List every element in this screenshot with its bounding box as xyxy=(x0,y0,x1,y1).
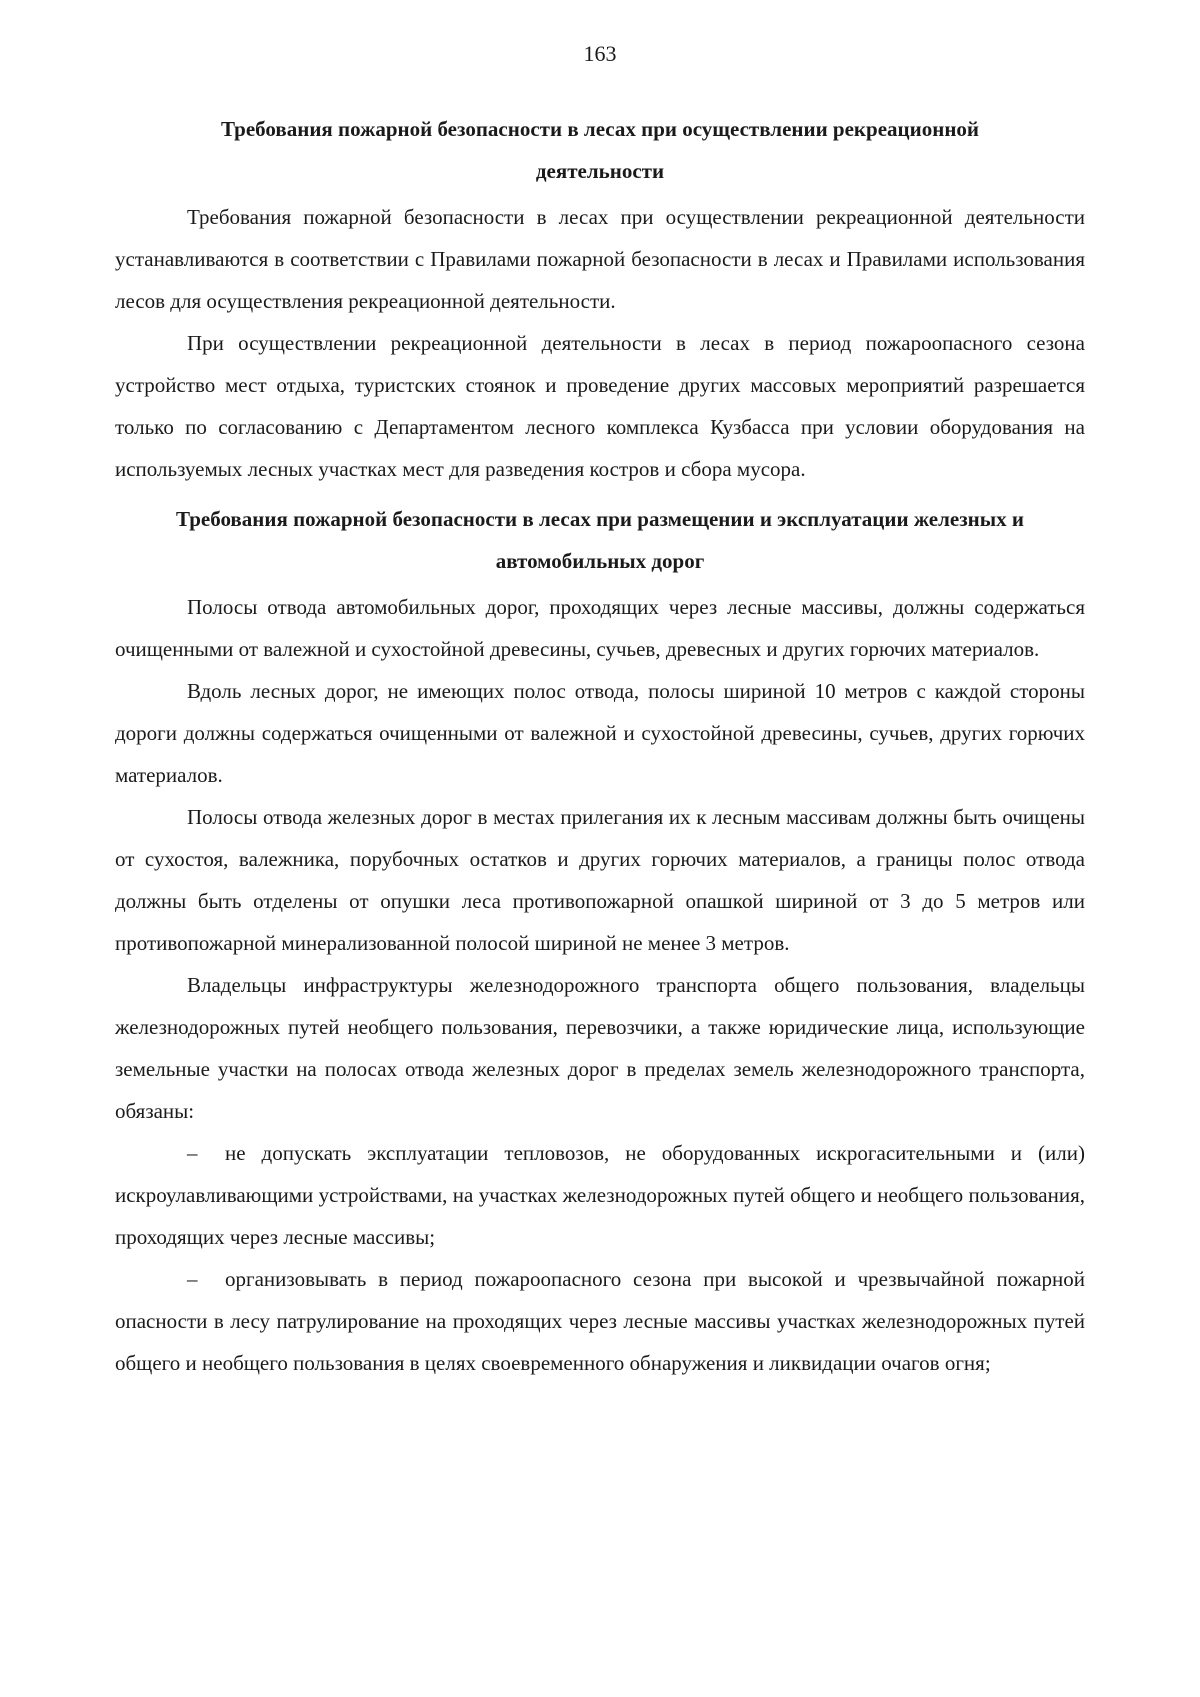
section-heading-roads: Требования пожарной безопасности в лесах при размещении и эксплуатации железных и автомобильных дорог xyxy=(176,507,1024,573)
paragraph: Владельцы инфраструктуры железнодорожного транспорта общего пользования, владельцы железнодорожных путей необщего пользования, перевозчики, а также юридические лица, использующие земельные участки на полосах отвода железных дорог в пределах земель железнодорожного транспорта, обязаны: xyxy=(115,973,1085,1123)
paragraph: Вдоль лесных дорог, не имеющих полос отвода, полосы шириной 10 метров с каждой стороны дороги должны содержаться очищенными от валежной и сухостойной древесины, сучьев, других горючих материалов. xyxy=(115,679,1085,787)
dash-marker: – xyxy=(187,1141,198,1165)
list-item-text: не допускать эксплуатации тепловозов, не оборудованных искрогасительными и (или) искроулавливающими устройствами, на участках железнодорожных путей общего и необщего пользования, проходящих через лесные массивы; xyxy=(115,1141,1085,1249)
list-item xyxy=(115,1132,1085,1258)
list-item-text: организовывать в период пожароопасного сезона при высокой и чрезвычайной пожарной опасности в лесу патрулирование на проходящих через лесные массивы участках железнодорожных путей общего и необщего пользования в целях своевременного обнаружения и ликвидации очагов огня; xyxy=(115,1267,1085,1375)
paragraph: При осуществлении рекреационной деятельности в лесах в период пожароопасного сезона устройство мест отдыха, туристских стоянок и проведение других массовых мероприятий разрешается только по согласованию с Департаментом лесного комплекса Кузбасса при условии оборудования на используемых лесных участках мест для разведения костров и сбора мусора. xyxy=(115,331,1085,481)
list-item xyxy=(115,1258,1085,1384)
section-heading-recreation: Требования пожарной безопасности в лесах при осуществлении рекреационной деятельности xyxy=(220,117,980,183)
dash-marker: – xyxy=(187,1267,198,1291)
page-number: 163 xyxy=(583,41,617,66)
page-content xyxy=(115,108,1085,1384)
paragraph: Полосы отвода автомобильных дорог, проходящих через лесные массивы, должны содержаться очищенными от валежной и сухостойной древесины, сучьев, древесных и других горючих материалов. xyxy=(115,595,1085,661)
paragraph: Требования пожарной безопасности в лесах при осуществлении рекреационной деятельности устанавливаются в соответствии с Правилами пожарной безопасности в лесах и Правилами использования лесов для осуществления рекреационной деятельности. xyxy=(115,205,1085,313)
paragraph: Полосы отвода железных дорог в местах прилегания их к лесным массивам должны быть очищены от сухостоя, валежника, порубочных остатков и других горючих материалов, а границы полос отвода должны быть отделены от опушки леса противопожарной опашкой шириной от 3 до 5 метров или противопожарной минерализованной полосой шириной не менее 3 метров. xyxy=(115,805,1085,955)
